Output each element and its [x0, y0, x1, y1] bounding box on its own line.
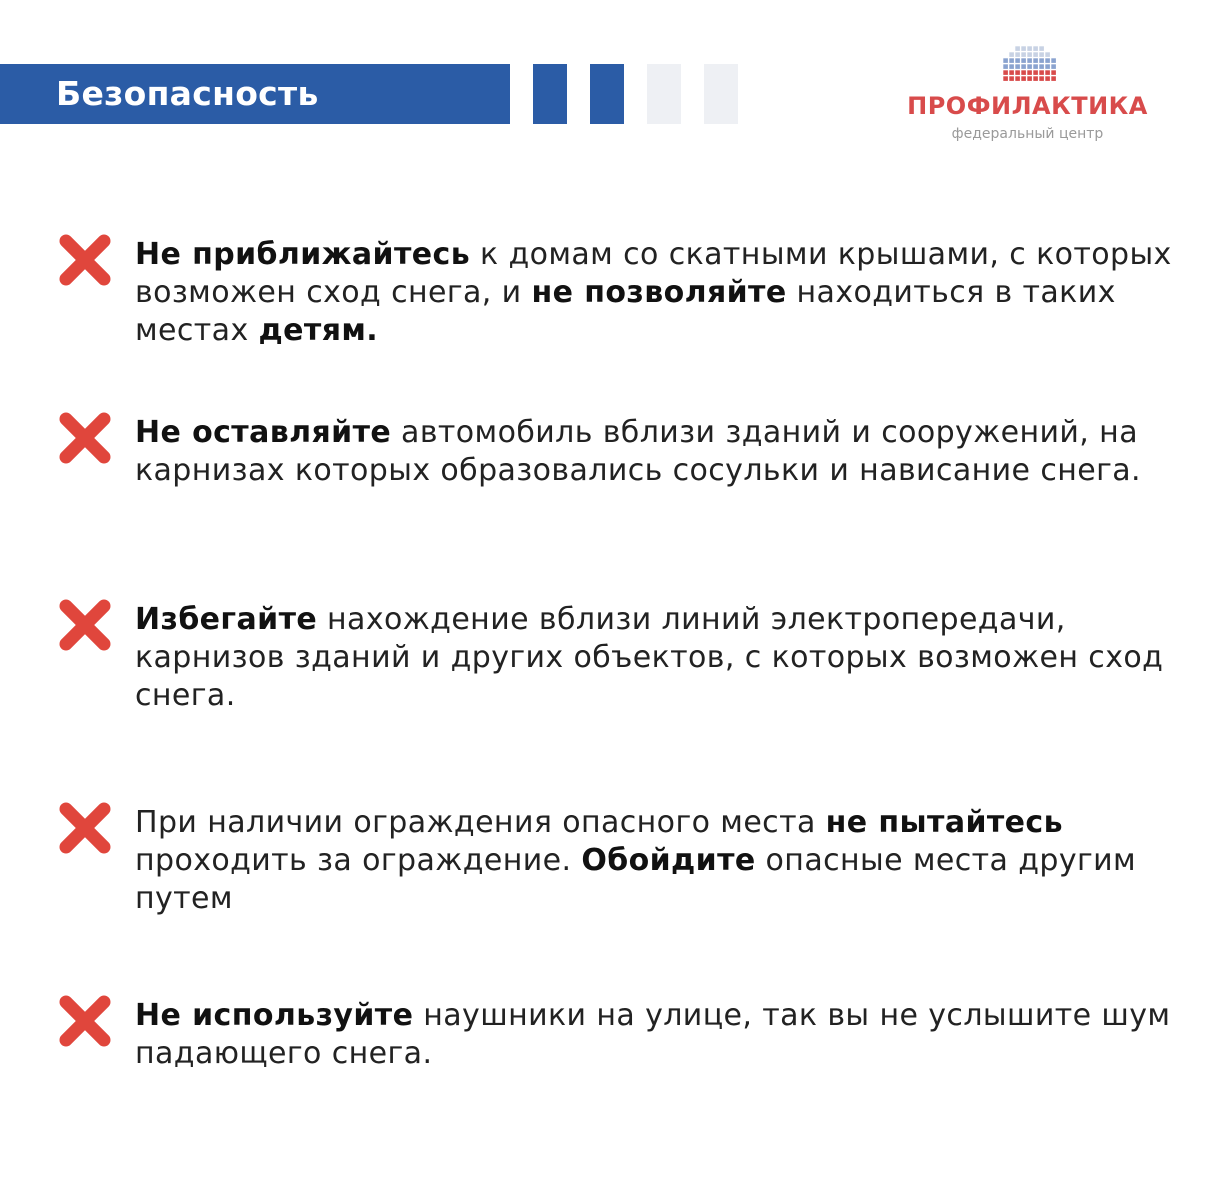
header-stripe	[590, 64, 624, 124]
item-text-emphasis: детям.	[258, 313, 379, 348]
page-title: Безопасность	[56, 74, 319, 113]
item-text	[135, 601, 1175, 715]
cross-icon	[56, 799, 114, 857]
item-text-emphasis: Избегайте	[135, 602, 318, 637]
item-text-segment: находиться в таких местах	[135, 275, 1116, 348]
item-text	[135, 804, 1175, 918]
item-text-segment: к домам со скатными крышами, с которых возможен сход снега, и	[135, 237, 1172, 310]
item-text-emphasis: не позволяйте	[531, 275, 787, 310]
cross-icon	[56, 231, 114, 289]
item-text-segment: проходить за ограждение.	[135, 843, 582, 878]
logo-name: ПРОФИЛАКТИКА	[907, 92, 1148, 120]
header-stripe	[533, 64, 567, 124]
item-text-segment: нахождение вблизи линий электропередачи, карнизов зданий и других объектов, с которых возможен сход снега.	[135, 602, 1164, 713]
cross-icon	[56, 596, 114, 654]
item-text-emphasis: Не приближайтесь	[135, 237, 471, 272]
logo-subtitle: федеральный центр	[951, 126, 1104, 142]
item-text	[135, 997, 1175, 1073]
header-stripe	[704, 64, 738, 124]
item-text	[135, 236, 1175, 350]
logo	[905, 44, 1150, 144]
cross-icon	[56, 992, 114, 1050]
item-text	[135, 414, 1175, 490]
item-text-segment: При наличии ограждения опасного места	[135, 805, 826, 840]
item-text-segment: опасные места другим путем	[135, 843, 1137, 916]
item-text-segment: наушники на улице, так вы не услышите шум падающего снега.	[135, 998, 1171, 1071]
cross-icon	[56, 409, 114, 467]
header-stripe	[647, 64, 681, 124]
item-text-emphasis: Обойдите	[581, 843, 756, 878]
logo-grid-icon	[1003, 44, 1059, 84]
item-text-emphasis: Не оставляйте	[135, 415, 392, 450]
item-text-emphasis: Не используйте	[135, 998, 414, 1033]
item-text-segment: автомобиль вблизи зданий и сооружений, на карнизах которых образовались сосульки и нависание снега.	[135, 415, 1141, 488]
item-text-emphasis: не пытайтесь	[825, 805, 1063, 840]
